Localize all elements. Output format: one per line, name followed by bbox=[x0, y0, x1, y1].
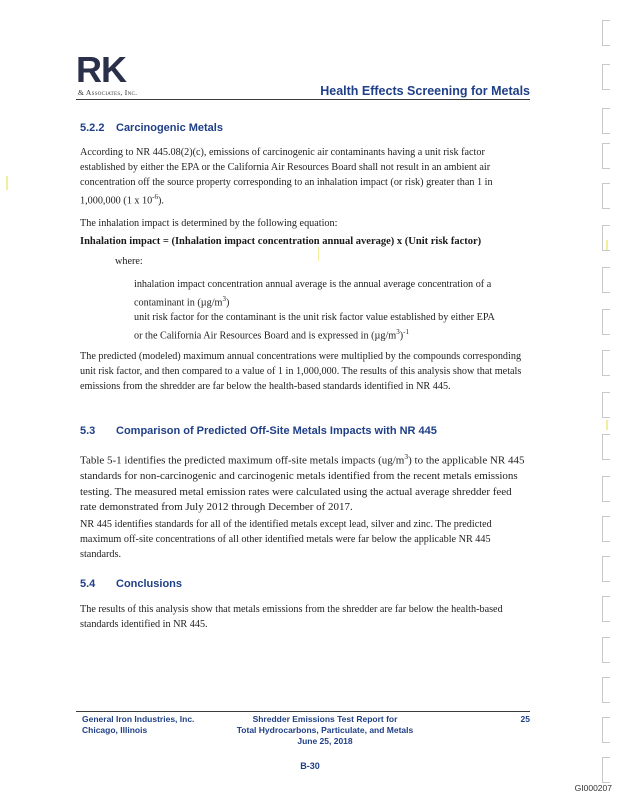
tab-marker bbox=[602, 108, 610, 134]
footer-company-location: Chicago, Illinois bbox=[82, 725, 148, 735]
superscript: 3 bbox=[404, 452, 409, 461]
superscript: 3 bbox=[396, 328, 400, 336]
page-number: 25 bbox=[520, 714, 530, 724]
conclusions-paragraph: The results of this analysis show that metals emissions from the shredder are far below the health-based standards identified in NR 445. bbox=[80, 604, 503, 630]
company-logo: RK bbox=[76, 49, 126, 90]
tab-marker bbox=[602, 637, 610, 663]
company-logo-subtitle: & Associates, Inc. bbox=[78, 88, 138, 97]
paragraph-text: Table 5-1 identifies the predicted maximum off-site metals impacts (ug/m bbox=[80, 454, 405, 467]
superscript: -1 bbox=[403, 328, 409, 336]
paragraph-text: ) to the applicable NR 445 standards for non-carcinogenic and carcinogenic metals identified from the recent metals emissions testing. The measured metal emission rates were calculated using the actual average shredder feed rate demonstrated from July 2012 through December of 2017. bbox=[80, 454, 525, 514]
section-heading-5-3 bbox=[80, 425, 437, 437]
superscript: 3 bbox=[222, 295, 226, 303]
section-title: Conclusions bbox=[116, 578, 183, 590]
footer-divider bbox=[76, 711, 530, 712]
footer-report-line: Shredder Emissions Test Report for bbox=[252, 714, 398, 724]
section-title: Carcinogenic Metals bbox=[116, 122, 223, 134]
bates-number: GI000207 bbox=[574, 783, 612, 793]
where-label: where: bbox=[115, 256, 143, 267]
paragraph-text: According to NR 445.08(2)(c), emissions of carcinogenic air contaminants having a unit risk factor established by either the EPA or the California Air Resources Board shall not result in an ambient air concentration off the source property corresponding to an inhalation impact (or risk) greater than 1 in 1,000,000 (1 x 10 bbox=[80, 147, 493, 207]
tab-marker bbox=[602, 143, 610, 169]
section-heading-5-2-2 bbox=[80, 122, 223, 134]
section-number: 5.2.2 bbox=[80, 122, 105, 134]
tab-marker bbox=[602, 757, 610, 783]
footer-report-line: Total Hydrocarbons, Particulate, and Metals bbox=[236, 725, 414, 735]
footer-company-name: General Iron Industries, Inc. bbox=[82, 714, 195, 724]
tab-marker bbox=[602, 267, 610, 293]
tab-marker bbox=[602, 20, 610, 46]
tab-marker bbox=[602, 64, 610, 90]
definition-text: inhalation impact concentration annual average is the annual average concentration of a contaminant in (µg/m bbox=[134, 279, 492, 309]
section-title: Comparison of Predicted Off-Site Metals Impacts with NR 445 bbox=[116, 425, 437, 437]
superscript: -6 bbox=[152, 193, 159, 201]
paragraph-text: ). bbox=[158, 195, 164, 207]
equation-intro: The inhalation impact is determined by the following equation: bbox=[80, 218, 338, 229]
tab-marker bbox=[602, 516, 610, 542]
definition-concentration bbox=[134, 277, 504, 310]
footer-report-title bbox=[225, 714, 425, 747]
tab-marker bbox=[602, 596, 610, 622]
highlight-mark bbox=[606, 240, 608, 250]
inhalation-impact-equation: Inhalation impact = (Inhalation impact concentration annual average) x (Unit risk factor) bbox=[80, 236, 482, 247]
tab-marker bbox=[602, 392, 610, 418]
exhibit-page-number: B-30 bbox=[300, 761, 320, 771]
comparison-paragraph bbox=[80, 449, 530, 516]
section-heading-5-4 bbox=[80, 578, 182, 590]
tab-marker bbox=[602, 476, 610, 502]
header-divider bbox=[76, 99, 530, 100]
tab-marker bbox=[602, 717, 610, 743]
definition-unit-risk-factor bbox=[134, 310, 504, 343]
results-paragraph: The predicted (modeled) maximum annual concentrations were multiplied by the compounds corresponding unit risk factor, and then compared to a value of 1 in 1,000,000. The results of this analysis show that metals emissions from the shredder are far below the health-based standards identified in NR 445. bbox=[80, 351, 522, 392]
footer-report-date: June 25, 2018 bbox=[297, 736, 353, 746]
tab-marker bbox=[602, 677, 610, 703]
page-header-title: Health Effects Screening for Metals bbox=[320, 84, 530, 98]
tab-marker bbox=[602, 350, 610, 376]
tab-marker bbox=[602, 434, 610, 460]
footer-company bbox=[82, 714, 194, 736]
tab-marker bbox=[602, 556, 610, 582]
carcinogenic-paragraph bbox=[80, 145, 530, 208]
highlight-mark bbox=[6, 176, 8, 190]
section-number: 5.4 bbox=[80, 578, 96, 590]
tab-marker bbox=[602, 309, 610, 335]
tab-marker bbox=[602, 183, 610, 209]
nr445-standards-paragraph: NR 445 identifies standards for all of the identified metals except lead, silver and zinc. The predicted maximum off-site concentrations of all other identified metals were far below the applicable NR 445 standards. bbox=[80, 519, 492, 560]
definition-text: ) bbox=[225, 297, 230, 309]
definition-text: ) bbox=[399, 330, 404, 342]
highlight-mark bbox=[318, 247, 319, 261]
highlight-mark bbox=[606, 420, 608, 430]
section-number: 5.3 bbox=[80, 425, 96, 437]
definition-text: unit risk factor for the contaminant is the unit risk factor value established by either EPA or the California Air Resources Board and is expressed in (µg/m bbox=[134, 312, 495, 342]
